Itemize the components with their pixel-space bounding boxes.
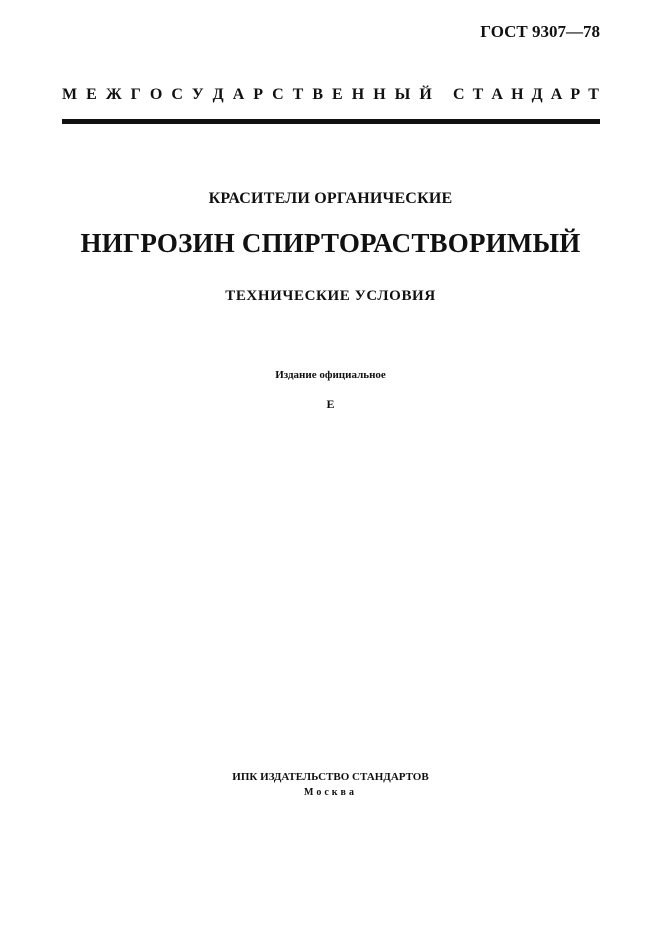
standard-type-letter: Т	[292, 86, 304, 103]
standard-type-letter: А	[491, 86, 503, 103]
standard-type-letter: Т	[588, 86, 599, 103]
standard-type-letter: Д	[531, 86, 543, 103]
standard-type-heading	[62, 86, 599, 104]
standard-type-letter: Ж	[105, 86, 122, 103]
publisher-city: Москва	[304, 787, 357, 798]
standard-type-word-interstate	[62, 86, 432, 104]
edition-label: Издание официальное	[275, 369, 386, 381]
publisher-name: ИПК ИЗДАТЕЛЬСТВО СТАНДАРТОВ	[232, 771, 429, 783]
standard-type-letter: С	[453, 86, 465, 103]
standard-type-letter: Н	[373, 86, 386, 103]
standard-type-letter: Ы	[394, 86, 411, 103]
standard-type-letter: Р	[570, 86, 581, 103]
standard-type-letter: Н	[351, 86, 365, 103]
title-category: КРАСИТЕЛИ ОРГАНИЧЕСКИЕ	[208, 190, 453, 207]
standard-type-letter: Д	[212, 86, 224, 103]
standard-type-letter: В	[312, 86, 324, 103]
edition-mark: Е	[326, 397, 335, 411]
standard-type-word-standard	[453, 86, 599, 104]
title-subtitle: ТЕХНИЧЕСКИЕ УСЛОВИЯ	[225, 288, 436, 304]
standard-type-letter: М	[62, 86, 78, 103]
standard-type-letter: Н	[511, 86, 524, 103]
standard-type-letter: Й	[419, 86, 432, 103]
standard-type-letter: Р	[253, 86, 264, 103]
standard-type-letter: Г	[130, 86, 141, 103]
standard-type-letter: С	[171, 86, 183, 103]
standard-type-letter: С	[272, 86, 284, 103]
standard-type-letter: У	[191, 86, 204, 103]
document-code: ГОСТ 9307—78	[480, 22, 600, 41]
header-rule	[62, 119, 600, 124]
standard-type-letter: А	[550, 86, 563, 103]
standard-type-letter: О	[149, 86, 163, 103]
main-title: НИГРОЗИН СПИРТОРАСТВОРИМЫЙ	[80, 228, 581, 258]
standard-type-letter: А	[232, 86, 245, 103]
standard-type-letter: Е	[332, 86, 343, 103]
standard-type-letter: Т	[472, 86, 484, 103]
standard-type-letter: Е	[86, 86, 97, 103]
